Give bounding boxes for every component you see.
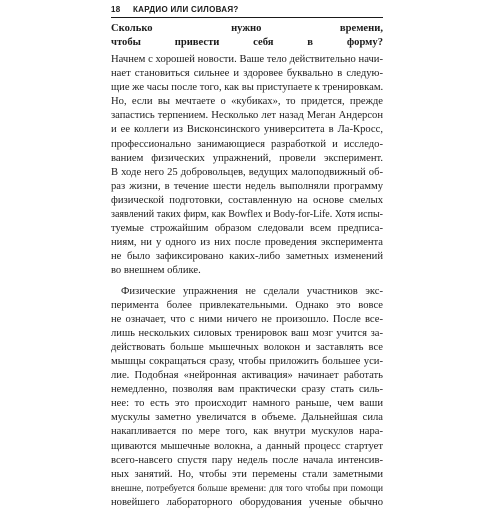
text-line: ных занятий. Но, чтобы эти перемены стали заметными	[111, 468, 383, 482]
text-line: В ходе него 25 добровольцев, ведущих малоподвижный об-	[111, 166, 383, 180]
text-line: всего-навсего спустя пару недель после начала интенсив-	[111, 454, 383, 468]
text-line: не означает, что с ними ничего не произошло. После все-	[111, 313, 383, 327]
running-head-rule	[111, 17, 383, 18]
text-line: Начнем с хорошей новости. Ваше тело действительно начи-	[111, 53, 383, 67]
text-line: не было зафиксировано каких-либо заметных изменений	[111, 250, 383, 264]
heading-line: Сколько нужно времени,	[111, 22, 383, 36]
text-line: мускулы заметно увеличатся в объеме. Дальнейшая сила	[111, 411, 383, 425]
text-line: лие. Подобная «нейронная активация» начинает работать	[111, 369, 383, 383]
text-line: перимента более привлекательными. Однако это вовсе	[111, 299, 383, 313]
heading-line: чтобы привести себя в форму?	[111, 36, 383, 50]
text-line: нает становиться сильнее и здоровее буквально в следую-	[111, 67, 383, 81]
text-line: туемые строжайшим образом следовали всем предписа-	[111, 222, 383, 236]
text-line: мышцы сокращаться сразу, чтобы приложить большее уси-	[111, 355, 383, 369]
section-heading	[111, 22, 383, 50]
text-line: лишь нескольких силовых тренировок ваш мозг учится за-	[111, 327, 383, 341]
text-line: ниям, ни у одного из них после проведения эксперимента	[111, 236, 383, 250]
text-line: действовать больше мышечных волокон и заставлять все	[111, 341, 383, 355]
running-head	[111, 5, 383, 14]
text-line: нее: то есть это происходит намного раньше, чем ваши	[111, 397, 383, 411]
text-line: во внешнем облике.	[111, 264, 383, 278]
page-number: 18	[111, 5, 133, 14]
text-line: внешне, потребуется больше времени: для того чтобы при помощи	[111, 482, 383, 496]
text-line: щие же часы после того, как вы приступаете к тренировкам.	[111, 81, 383, 95]
text-line: профессионально занимающиеся разработкой и исследо-	[111, 138, 383, 152]
running-head-title: КАРДИО ИЛИ СИЛОВАЯ?	[133, 5, 239, 14]
paragraph	[111, 53, 383, 279]
text-line: раз жизни, в течение шести недель выполняли программу	[111, 180, 383, 194]
paragraph	[111, 285, 383, 510]
text-line: Физические упражнения не сделали участников экс-	[111, 285, 383, 299]
text-line: запастись терпением. Несколько лет назад Меган Андерсон	[111, 109, 383, 123]
text-line: новейшего лабораторного оборудования ученые обычно	[111, 496, 383, 510]
text-line: физической подготовки, составленную на основе смелых	[111, 194, 383, 208]
body-text	[111, 53, 383, 510]
text-line: накапливается по мере того, как внутри мускулов нара-	[111, 425, 383, 439]
text-line: заявлений таких фирм, как Bowflex и Body-for-Life. Хотя испы-	[111, 208, 383, 222]
text-line: щиваются мышечные волокна, а данный процесс стартует	[111, 440, 383, 454]
text-line: Но, если вы мечтаете о «кубиках», то придется, прежде	[111, 95, 383, 109]
text-line: ванием физических упражнений, провели эксперимент.	[111, 152, 383, 166]
text-line: немедленно, позволяя вам практически сразу стать силь-	[111, 383, 383, 397]
text-line: и ее коллеги из Висконсинского университета в Ла-Кросс,	[111, 123, 383, 137]
